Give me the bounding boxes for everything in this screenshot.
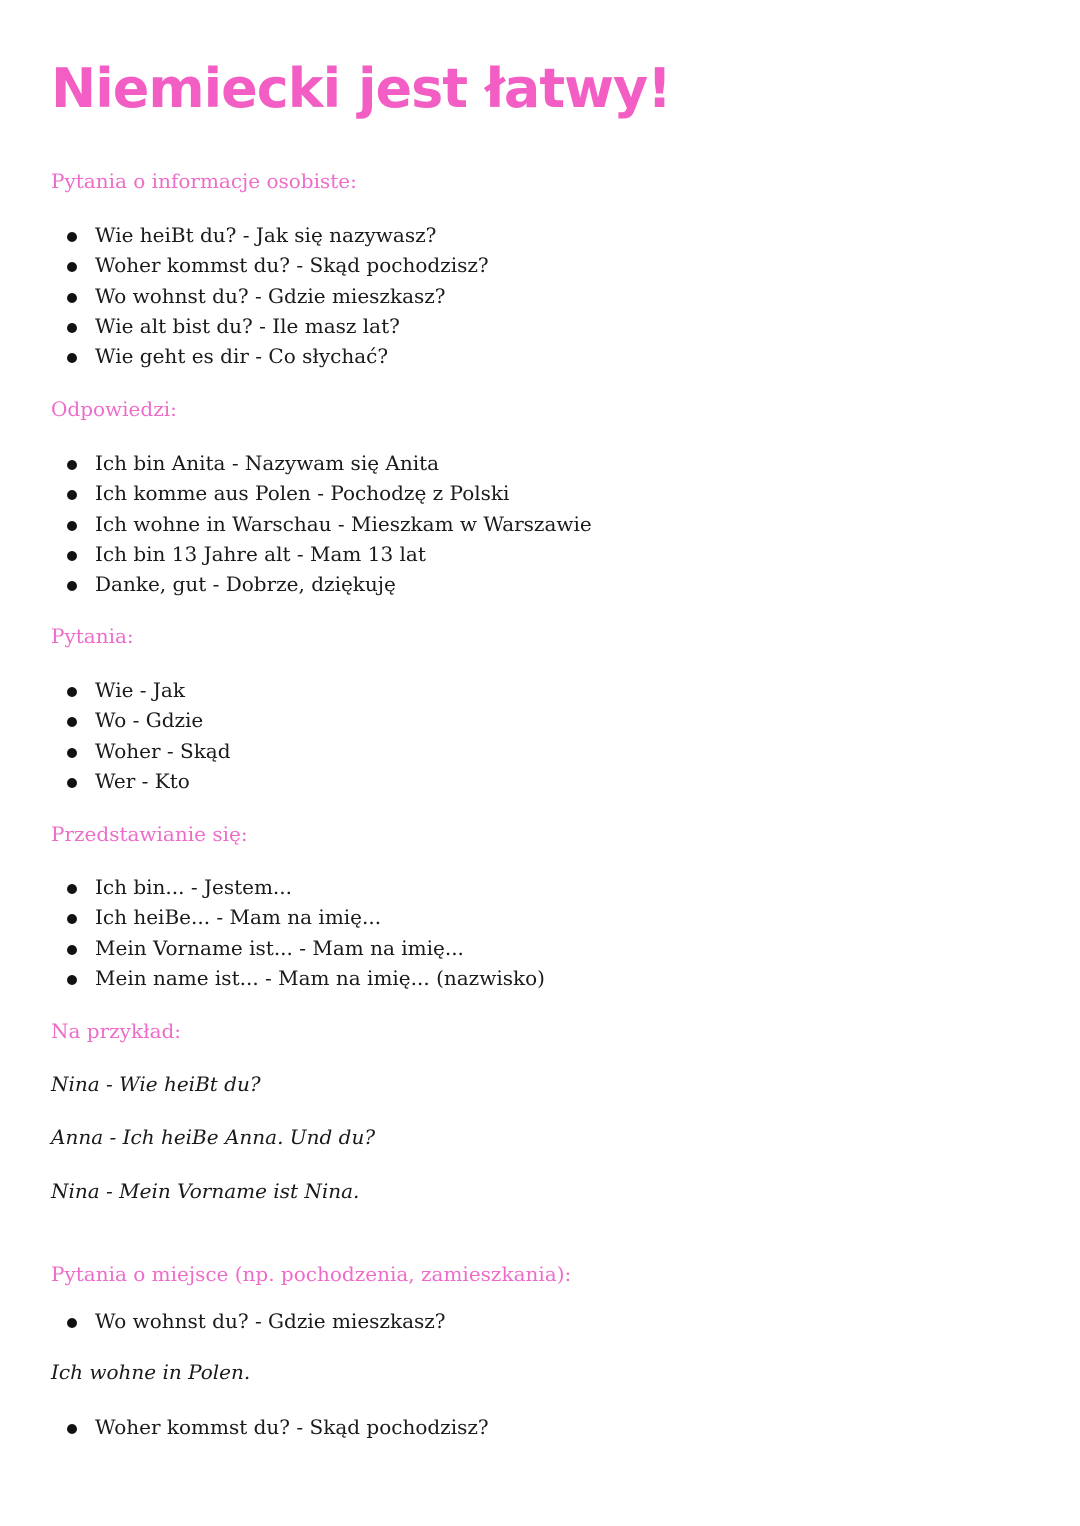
section-heading-answers: Odpowiedzi: xyxy=(51,397,177,421)
place-list-1 xyxy=(51,1311,446,1341)
list-item: Wo wohnst du? - Gdzie mieszkasz? xyxy=(51,1311,446,1341)
list-item: Ich bin 13 Jahre alt - Mam 13 lat xyxy=(51,544,592,574)
list-item: Mein Vorname ist... - Mam na imię... xyxy=(51,938,545,968)
list-item: Wo - Gdzie xyxy=(51,710,231,740)
place-answer: Ich wohne in Polen. xyxy=(51,1360,251,1384)
list-item: Wie alt bist du? - Ile masz lat? xyxy=(51,316,489,346)
list-item: Wie geht es dir - Co słychać? xyxy=(51,346,489,376)
list-item: Woher kommst du? - Skąd pochodzisz? xyxy=(51,255,489,285)
list-item: Ich bin Anita - Nazywam się Anita xyxy=(51,453,592,483)
place-list-2 xyxy=(51,1417,489,1447)
section-heading-questions: Pytania: xyxy=(51,624,134,648)
personal-questions-list xyxy=(51,225,489,376)
list-item: Danke, gut - Dobrze, dziękuję xyxy=(51,574,592,604)
section-heading-example: Na przykład: xyxy=(51,1019,182,1043)
example-line: Nina - Mein Vorname ist Nina. xyxy=(51,1179,360,1203)
page-title: Niemiecki jest łatwy! xyxy=(51,57,671,120)
list-item: Ich bin... - Jestem... xyxy=(51,877,545,907)
answers-list xyxy=(51,453,592,604)
list-item: Woher - Skąd xyxy=(51,741,231,771)
section-heading-place: Pytania o miejsce (np. pochodzenia, zamieszkania): xyxy=(51,1262,572,1286)
list-item: Wie - Jak xyxy=(51,680,231,710)
list-item: Woher kommst du? - Skąd pochodzisz? xyxy=(51,1417,489,1447)
list-item: Ich wohne in Warschau - Mieszkam w Warszawie xyxy=(51,514,592,544)
list-item: Mein name ist... - Mam na imię... (nazwisko) xyxy=(51,968,545,998)
section-heading-personal: Pytania o informacje osobiste: xyxy=(51,169,357,193)
section-heading-intro: Przedstawianie się: xyxy=(51,822,248,846)
list-item: Wer - Kto xyxy=(51,771,231,801)
example-line: Nina - Wie heiBt du? xyxy=(51,1072,261,1096)
intro-list xyxy=(51,877,545,998)
question-words-list xyxy=(51,680,231,801)
example-line: Anna - Ich heiBe Anna. Und du? xyxy=(51,1125,376,1149)
list-item: Wie heiBt du? - Jak się nazywasz? xyxy=(51,225,489,255)
list-item: Ich komme aus Polen - Pochodzę z Polski xyxy=(51,483,592,513)
list-item: Ich heiBe... - Mam na imię... xyxy=(51,907,545,937)
list-item: Wo wohnst du? - Gdzie mieszkasz? xyxy=(51,286,489,316)
